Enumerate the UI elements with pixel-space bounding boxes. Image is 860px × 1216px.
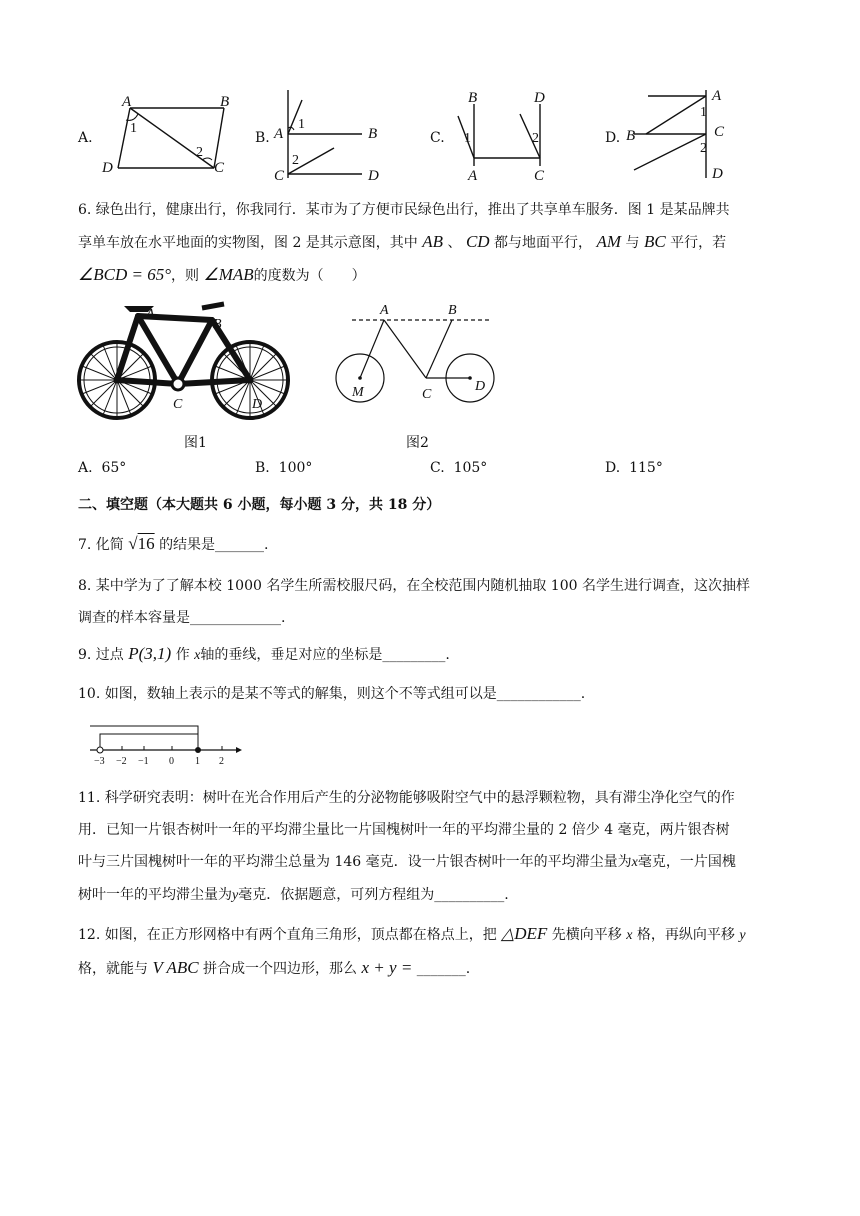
q6-target-angle: ∠MAB: [203, 265, 254, 284]
q6-line-2-text-c: 与: [625, 235, 640, 251]
q9-axis: x: [194, 648, 201, 663]
bicycle-figure: [74, 298, 302, 426]
q6-line-2-text-d: 平行，若: [670, 235, 727, 251]
fig-c-label-2: 2: [532, 131, 539, 146]
q12-var-x: x: [626, 928, 633, 943]
fig1-caption: 图1: [184, 435, 207, 451]
fig-d-label-1: 1: [700, 105, 707, 120]
q6-condition: ∠BCD = 65°: [78, 265, 172, 284]
sqrt-symbol: √16: [128, 534, 155, 553]
q7-post: 的结果是_______.: [159, 537, 269, 553]
q6-option-d[interactable]: [605, 460, 663, 476]
q6-line-2-text-a: 享单车放在水平地面的实物图，图 2 是其示意图，其中: [78, 235, 418, 251]
q9-pre: 9. 过点: [78, 647, 124, 663]
q5-figure-d: [620, 86, 740, 186]
q6-am: AM: [596, 232, 622, 251]
q12-line-1-text-b: 先横向平移: [551, 927, 622, 943]
q6-option-b-letter: B.: [255, 460, 270, 476]
fig-b-label-d: D: [368, 168, 379, 184]
fig-b-label-c: C: [274, 168, 285, 184]
q6-option-a-value: 65°: [101, 460, 127, 476]
q6-ab: AB: [422, 232, 444, 251]
q11-line-3: [78, 846, 790, 879]
q6-option-c[interactable]: [430, 460, 487, 476]
fig-d-label-2: 2: [700, 141, 707, 156]
q8: [78, 570, 790, 634]
fig2-label-d: D: [475, 379, 486, 394]
section-2-title: 二、填空题（本大题共 6 小题，每小题 3 分，共 18 分）: [78, 497, 441, 513]
q8-line-1: 8. 某中学为了了解本校 1000 名学生所需校服尺码，在全校范围内随机抽取 100 名学生进行调查，这次抽样: [78, 578, 750, 594]
q12-line-1-text-a: 12. 如图，在正方形网格中有两个直角三角形，顶点都在格点上，把: [78, 927, 497, 943]
tick-label-neg3: −3: [94, 756, 105, 767]
q6-option-b-value: 100°: [278, 460, 313, 476]
q10: 10. 如图，数轴上表示的是某不等式的解集，则这个不等式组可以是____________.: [78, 686, 586, 702]
q9-mid: 作: [175, 647, 190, 663]
q6-line-1: 6. 绿色出行，健康出行，你我同行．某市为了方便市民绿色出行，推出了共享单车服务．图 1 是某品牌共: [78, 202, 730, 218]
q6-option-c-letter: C.: [430, 460, 445, 476]
q11-line-3-text: 叶与三片国槐树叶一年的平均滞尘总量为 146 毫克．设一片银杏树叶一年的平均滞尘量为: [78, 854, 632, 870]
q6-cd: CD: [465, 232, 490, 251]
fig-d-label-b: B: [626, 128, 636, 144]
fig-d-label-c: C: [714, 124, 725, 140]
q12-triangle-abc: V ABC: [152, 958, 199, 977]
fig-b-label-a: A: [274, 126, 284, 142]
q6-option-c-value: 105°: [453, 460, 488, 476]
tick-label-neg2: −2: [116, 756, 127, 767]
q11-line-4-text-a: 树叶一年的平均滞尘量为: [78, 887, 232, 903]
fig1-label-a: A: [146, 307, 155, 322]
tick-label-neg1: −1: [138, 756, 149, 767]
bicycle-handlebar: [202, 304, 224, 308]
q11-var-x: x: [631, 855, 638, 870]
q5-figure-b: [270, 86, 390, 186]
fig1-label-c: C: [173, 397, 183, 412]
option-a-letter: A.: [78, 130, 93, 146]
fig-b-label-1: 1: [298, 117, 305, 132]
q6-option-b[interactable]: [255, 460, 312, 476]
q6-text: [78, 194, 790, 292]
fig2-label-a: A: [380, 303, 389, 318]
fig-d-label-d: D: [712, 166, 723, 182]
q11-line-2: 用．已知一片银杏树叶一年的平均滞尘量比一片国槐树叶一年的平均滞尘量的 2 倍少 4 毫克，两片银杏树: [78, 822, 730, 838]
fig-a-label-d: D: [102, 160, 113, 176]
q11-line-4-text-b: 毫克．依据题意，可列方程组为__________.: [238, 887, 509, 903]
q12-expression: x + y =: [361, 958, 413, 977]
q7-pre: 7. 化简: [78, 537, 124, 553]
bicycle-schematic: [330, 298, 510, 410]
q11-line-4: [78, 879, 790, 912]
fig1-label-b: B: [213, 317, 222, 332]
option-d-letter: D.: [605, 130, 621, 146]
option-c-letter: C.: [430, 130, 445, 146]
fig-a-label-b: B: [220, 94, 230, 110]
q6-option-a[interactable]: [78, 460, 126, 476]
q12-line-1-text-c: 格，再纵向平移: [636, 927, 735, 943]
q6-line-2: [78, 226, 790, 259]
q8-line-2: 调查的样本容量是_____________.: [78, 610, 286, 626]
q12-line-2: [78, 952, 790, 985]
fig2-caption: 图2: [406, 435, 429, 451]
fig2-label-b: B: [448, 303, 457, 318]
tick-label-0: 0: [169, 756, 174, 767]
q6-line-3-text-c: 的度数为（ ）: [253, 268, 366, 284]
tick-label-1: 1: [195, 756, 200, 767]
fig-a-label-a: A: [122, 94, 132, 110]
option-b-letter: B.: [255, 130, 270, 146]
fig1-label-d: D: [252, 397, 263, 412]
q11-var-y: y: [232, 888, 239, 903]
fig-a-label-c: C: [214, 160, 225, 176]
fig-b-label-b: B: [368, 126, 378, 142]
q11-line-3-text-b: 毫克，一片国槐: [637, 854, 736, 870]
q6-line-3: [78, 259, 790, 292]
q12-var-y: y: [739, 928, 746, 943]
q9-post: 轴的垂线，垂足对应的坐标是_________.: [200, 647, 450, 663]
fig-b-label-2: 2: [292, 153, 299, 168]
q12-line-2-text-c: _______.: [416, 961, 471, 977]
tick-label-2: 2: [219, 756, 224, 767]
q5-figure-a: [96, 90, 236, 186]
q6-option-d-value: 115°: [629, 460, 663, 476]
fig2-label-c: C: [422, 387, 432, 402]
q6-sep: 、: [447, 235, 462, 251]
q12-line-2-text-a: 格，就能与: [78, 961, 148, 977]
q9-point: P(3,1): [128, 644, 172, 663]
fig-c-label-1: 1: [464, 131, 471, 146]
fig-c-label-c: C: [534, 168, 545, 184]
q6-line-2-text-b: 都与地面平行，: [494, 235, 593, 251]
q12-line-1: [78, 918, 790, 952]
bicycle-crank: [172, 378, 184, 390]
fig-d-label-a: A: [712, 88, 722, 104]
number-line: [86, 718, 246, 770]
fig-c-label-b: B: [468, 90, 478, 106]
q6-option-d-letter: D.: [605, 460, 621, 476]
fig-a-label-2: 2: [196, 145, 203, 160]
q12-triangle-def: △DEF: [501, 924, 548, 943]
q7: [78, 528, 790, 561]
q5-figure-c: [450, 86, 560, 186]
q9: [78, 638, 790, 672]
q11: [78, 782, 790, 912]
fig2-label-m: M: [352, 385, 364, 400]
fig-c-label-d: D: [534, 90, 545, 106]
fig-a-label-1: 1: [130, 121, 137, 136]
q11-line-1: 11. 科学研究表明：树叶在光合作用后产生的分泌物能够吸附空气中的悬浮颗粒物，具有滞尘净化空气的作: [78, 790, 735, 806]
q12: [78, 918, 790, 985]
q12-line-2-text-b: 拼合成一个四边形，那么: [203, 961, 358, 977]
q7-radicand: 16: [137, 534, 155, 553]
q6-option-a-letter: A.: [78, 460, 93, 476]
q6-bc: BC: [643, 232, 666, 251]
q6-line-3-text-b: ，则: [171, 268, 200, 284]
fig-c-label-a: A: [468, 168, 478, 184]
